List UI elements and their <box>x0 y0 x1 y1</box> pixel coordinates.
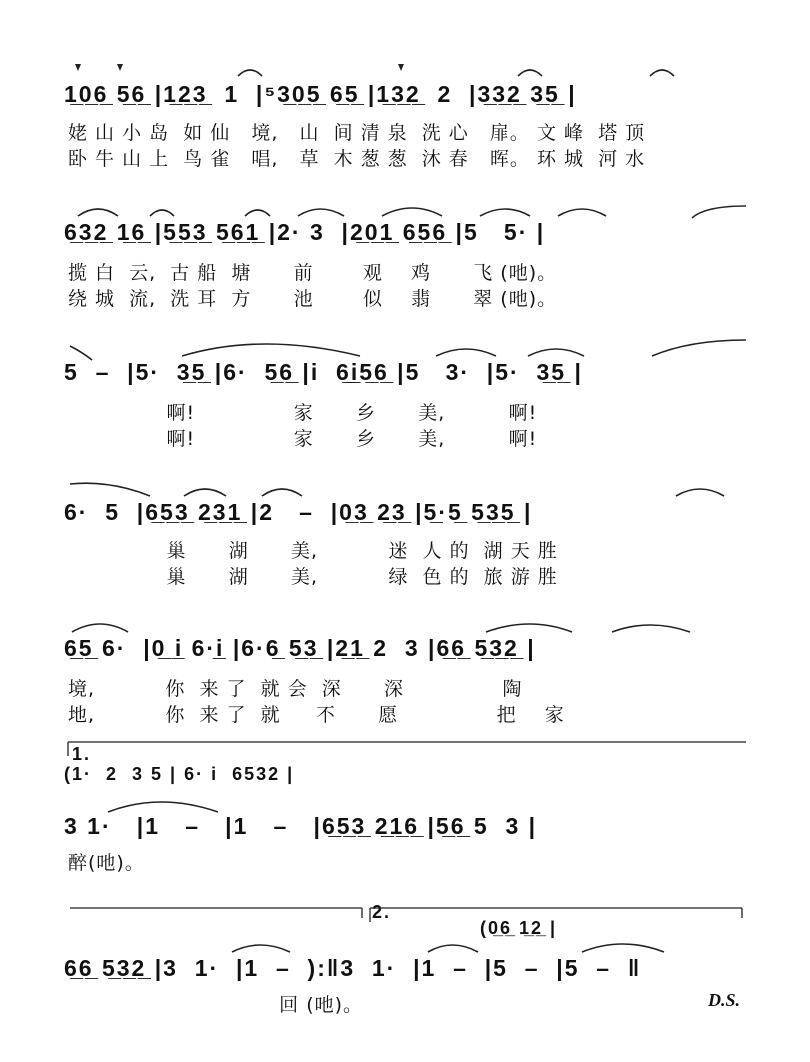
notation-line-7: 6̲6̲ 5̲3̲2̲ |3 1· |1 – ):‖3 1· |1 – |5 – |5 – ‖ <box>64 955 642 981</box>
notation-line-3: 5 – |5· 3̲5̲ |6· 5̲6̲ |i 6̲i̲5̲6̲ |5 3· |5· 3̲5̲ | <box>64 359 583 385</box>
lyric-line-6a: 醉(吔)。 <box>68 852 145 874</box>
lyric-line-1b: 卧 牛 山 上 鸟 雀 唱, 草 木 葱 葱 沐 春 晖。 环 城 河 水 <box>68 148 646 170</box>
notation-line-4: 6· 5 |6̲5̲3̲ 2̲3̲1̲ |2 – |0̲3̲ 2̲3̲ |5̲·5̲ 5̲3̲5̲ | <box>64 499 533 525</box>
accent-mark <box>75 64 81 71</box>
ending-1-intro: (1· 2 3 5 | 6· i 6532 | <box>64 764 295 784</box>
accent-mark <box>398 64 404 71</box>
lyric-line-4b: 巢 湖 美, 绿 色 的 旅 游 胜 <box>68 566 558 588</box>
lyric-line-2a: 揽 白 云, 古 船 塘 前 观 鸡 飞 (吔)。 <box>68 262 558 284</box>
lyric-line-3b: 啊! 家 乡 美, 啊! <box>68 428 538 450</box>
notation-line-5: 6̲5̲ 6· |0̲ i̲ 6·i̲ |6·6̲ 5̲3̲ |2̲1̲ 2 3 |6̲6̲ 5̲3̲2̲ | <box>64 635 536 661</box>
ending-1-label: 1. <box>72 744 92 764</box>
notation-line-6: 3 1· |1 – |1 – |6̲5̲3̲ 2̲1̲6̲ |5̲6̲ 5 3 | <box>64 813 538 839</box>
lyric-line-3a: 啊! 家 乡 美, 啊! <box>68 402 538 424</box>
lyric-line-1a: 姥 山 小 岛 如 仙 境, 山 间 清 泉 洗 心 扉。 文 峰 塔 顶 <box>68 122 646 144</box>
lyric-line-2b: 绕 城 流, 洗 耳 方 池 似 翡 翠 (吔)。 <box>68 288 558 310</box>
lyric-line-5b: 地, 你 来 了 就 不 愿 把 家 <box>68 704 565 726</box>
accent-mark <box>117 64 123 71</box>
ending-2-intro: (0̲6̲ 1̲2̲ | <box>480 918 558 938</box>
lyric-line-7a: 回 (吔)。 <box>68 994 364 1016</box>
ending-2-label: 2. <box>372 902 392 922</box>
notation-line-2: 6̲3̲2̲ 1̲6̲ |5̲5̲3̲ 5̲6̲1̲ |2· 3 |2̲0̲1̲ 6̲5̲6̲ |5 5· | <box>64 219 546 245</box>
lyric-line-4a: 巢 湖 美, 迷 人 的 湖 天 胜 <box>68 540 558 562</box>
dal-segno-mark: D.S. <box>707 990 740 1010</box>
notation-line-1: 1̲0̲6̲ 5̲6̲ |1̲2̲3̲ 1 |⁵3̲0̲5̲ 6̲5̲ |1̲3̲2̲ 2 |3̲3̲2̲ 3̲5̲ | <box>64 81 577 107</box>
lyric-line-5a: 境, 你 来 了 就 会 深 深 陶 <box>68 678 523 700</box>
